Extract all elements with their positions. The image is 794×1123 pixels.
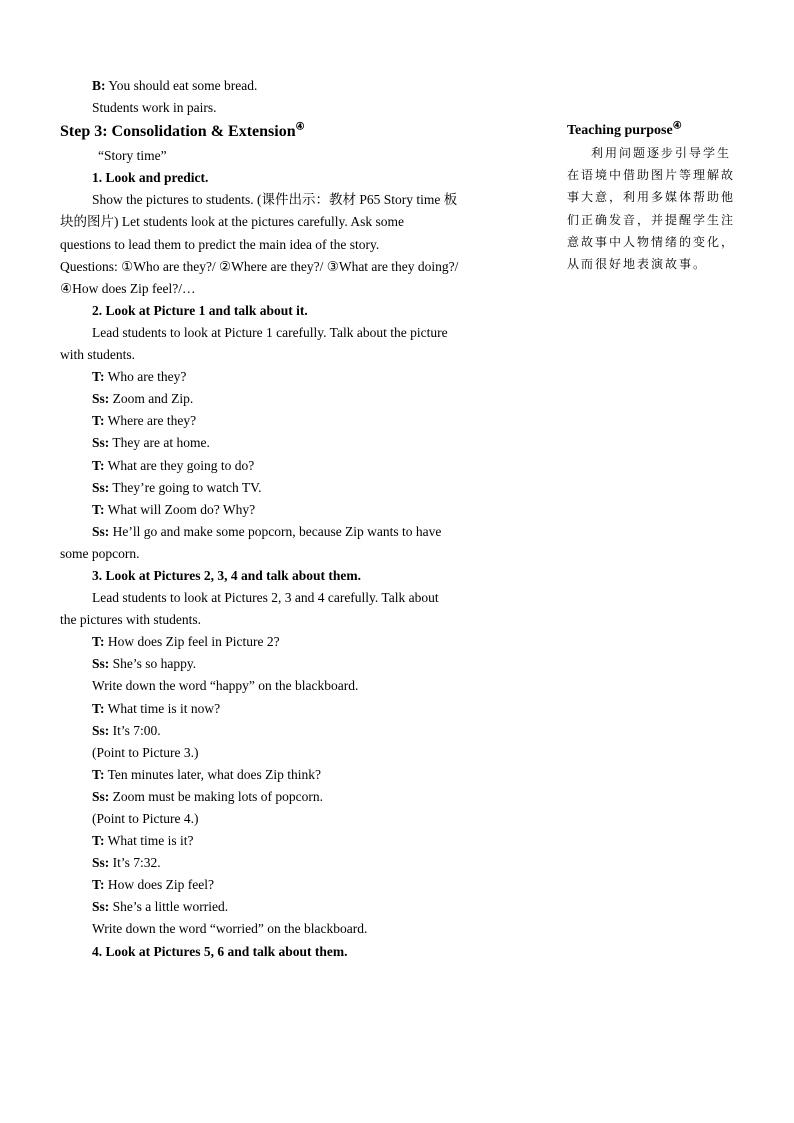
story-label: “Story time” xyxy=(98,148,167,164)
dialog-line: Ss: They are at home. xyxy=(92,435,210,451)
lesson-plan-body xyxy=(60,75,535,963)
dialog-line: T: What will Zoom do? Why? xyxy=(92,501,256,517)
dialog-line: B: You should eat some bread. xyxy=(92,78,258,93)
dialog-line: Ss: He’ll go and make some popcorn, because Zip wants to have xyxy=(92,523,442,539)
dialog-line: Ss: They’re going to watch TV. xyxy=(92,479,262,495)
dialog-line: T: What time is it now? xyxy=(92,700,221,716)
instruction-line: Write down the word “happy” on the blackboard. xyxy=(92,678,359,694)
step-heading: Step 3: Consolidation & Extension④ xyxy=(60,121,305,141)
section-heading: 1. Look and predict. xyxy=(92,170,209,186)
dialog-line: T: How does Zip feel in Picture 2? xyxy=(92,634,280,650)
dialog-line: Ss: It’s 7:00. xyxy=(92,722,161,738)
dialog-line: T: Ten minutes later, what does Zip think? xyxy=(92,766,321,782)
footnote-marker: ④ xyxy=(295,121,305,133)
sidebar-text: 利用问题逐步引导学生在语境中借助图片等理解故事大意，利用多媒体帮助他们正确发音，并提醒学生注意故事中人物情绪的变化，从而很好地表演故事。 xyxy=(567,146,736,272)
section-heading: 4. Look at Pictures 5, 6 and talk about them. xyxy=(92,943,348,959)
teaching-purpose-sidebar xyxy=(567,120,737,275)
section-heading: 3. Look at Pictures 2, 3, 4 and talk about them. xyxy=(92,567,362,583)
instruction-line: (Point to Picture 3.) xyxy=(92,744,199,760)
paragraph-line: Lead students to look at Picture 1 carefully. Talk about the picture xyxy=(92,324,448,340)
paragraph-line: with students. xyxy=(60,347,136,363)
paragraph-line: 块的图片) Let students look at the pictures carefully. Ask some xyxy=(60,214,405,230)
sidebar-title: Teaching purpose④ xyxy=(567,120,682,138)
paragraph-line: Show the pictures to students. (课件出示：教材 P65 Story time 板 xyxy=(92,192,458,208)
paragraph-line: the pictures with students. xyxy=(60,612,201,628)
paragraph-line: questions to lead them to predict the main idea of the story. xyxy=(60,236,380,252)
dialog-line: T: What time is it? xyxy=(92,833,194,849)
dialog-line: Ss: Zoom must be making lots of popcorn. xyxy=(92,788,323,804)
dialog-line: T: What are they going to do? xyxy=(92,457,255,473)
dialog-line: Ss: Zoom and Zip. xyxy=(92,391,194,407)
instruction-line: (Point to Picture 4.) xyxy=(92,811,199,826)
dialog-line: Ss: She’s a little worried. xyxy=(92,899,229,915)
footnote-marker: ④ xyxy=(672,120,682,132)
section-heading: 2. Look at Picture 1 and talk about it. xyxy=(92,302,308,318)
dialog-line: T: How does Zip feel? xyxy=(92,877,214,893)
dialog-line: Ss: She’s so happy. xyxy=(92,656,197,672)
instruction-line: Students work in pairs. xyxy=(92,100,217,116)
dialog-line: Ss: It’s 7:32. xyxy=(92,855,161,871)
paragraph-line: Lead students to look at Pictures 2, 3 and 4 carefully. Talk about xyxy=(92,590,439,606)
questions-line: ④How does Zip feel?/… xyxy=(60,280,196,296)
instruction-line: Write down the word “worried” on the blackboard. xyxy=(92,921,368,937)
dialog-continuation: some popcorn. xyxy=(60,545,140,561)
questions-line: Questions: ①Who are they?/ ②Where are they?/ ③What are they doing?/ xyxy=(60,258,459,274)
dialog-line: T: Who are they? xyxy=(92,369,187,385)
dialog-line: T: Where are they? xyxy=(92,413,197,429)
